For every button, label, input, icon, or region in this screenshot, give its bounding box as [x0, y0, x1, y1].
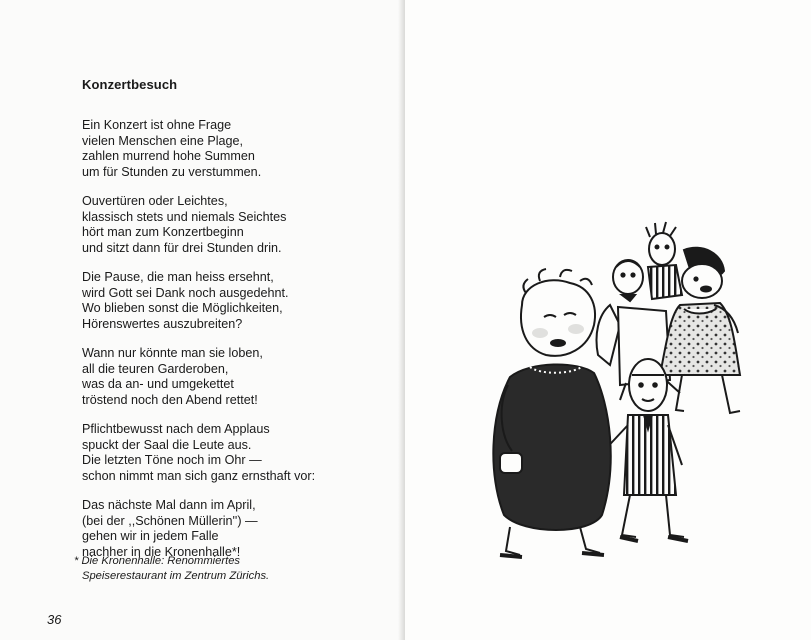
poem-title: Konzertbesuch: [82, 77, 178, 92]
poem-line: Ouvertüren oder Leichtes,: [82, 194, 228, 208]
footnote: [74, 554, 374, 584]
poem-line: schon nimmt man sich ganz ernsthaft vor:: [82, 468, 316, 483]
stanza: [82, 422, 382, 484]
poem-line: spuckt der Saal die Leute aus.: [82, 437, 252, 452]
poem-line: vielen Menschen eine Plage,: [82, 133, 244, 148]
poem-line: Die letzten Töne noch im Ohr —: [82, 453, 262, 467]
spiky-hair-man-figure: [646, 222, 682, 299]
striped-suit-man-figure: [600, 359, 688, 541]
page-number: 36: [47, 612, 62, 627]
large-woman-figure: [493, 269, 610, 557]
poem-body: [82, 118, 382, 574]
poem-line: gehen wir in jedem Falle: [82, 529, 219, 543]
concert-guests-drawing-icon: [470, 215, 760, 570]
stanza: [82, 118, 382, 180]
stanza: [82, 194, 382, 256]
poem-line: was da an- und umgekettet: [82, 377, 234, 391]
stanza: [82, 346, 382, 408]
poem-line: Hörenswertes auszubreiten?: [82, 316, 243, 331]
poem-line: Wo blieben sonst die Möglichkeiten,: [82, 301, 283, 315]
poem-line: hört man zum Konzertbeginn: [82, 225, 244, 239]
poem-line: nachher in die Kronenhalle*!: [82, 544, 241, 559]
footnote-line: Speiserestaurant im Zentrum Zürichs.: [82, 570, 270, 582]
stanza: [82, 498, 382, 560]
stanza: [82, 270, 382, 332]
footnote-line: * Die Kronenhalle: Renommiertes: [74, 555, 241, 567]
poem-line: um für Stunden zu verstummen.: [82, 164, 262, 179]
left-page: [0, 0, 405, 640]
poem-line: Das nächste Mal dann im April,: [82, 498, 256, 512]
poem-line: Ein Konzert ist ohne Frage: [82, 118, 232, 132]
poem-line: Wann nur könnte man sie loben,: [82, 346, 263, 360]
poem-line: Die Pause, die man heiss ersehnt,: [82, 270, 274, 284]
poem-line: und sitzt dann für drei Stunden drin.: [82, 240, 282, 255]
poem-line: all die teuren Garderoben,: [82, 361, 229, 376]
poem-line: tröstend noch den Abend rettet!: [82, 392, 258, 407]
poem-line: (bei der ,,Schönen Müllerin'') —: [82, 513, 258, 528]
poem-line: zahlen murrend hohe Summen: [82, 149, 255, 163]
poem-line: wird Gott sei Dank noch ausgedehnt.: [82, 285, 289, 300]
poem-line: klassisch stets und niemals Seichtes: [82, 209, 287, 224]
poem-line: Pflichtbewusst nach dem Applaus: [82, 422, 270, 436]
